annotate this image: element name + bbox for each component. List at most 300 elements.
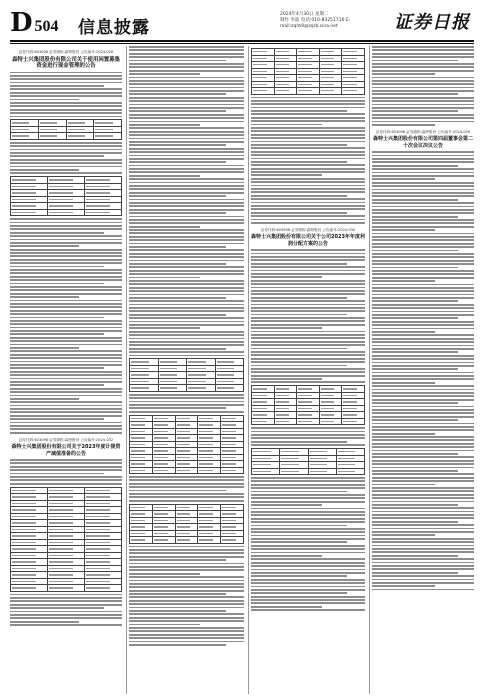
text-line <box>251 256 365 258</box>
text-line <box>251 253 365 255</box>
text-line <box>10 289 122 291</box>
text-line <box>10 116 122 118</box>
cell-text-placeholder <box>199 431 213 432</box>
text-line <box>10 245 79 247</box>
text-line <box>251 205 365 207</box>
text-line <box>251 589 365 591</box>
cell-text-placeholder <box>199 470 213 471</box>
cell-text-placeholder <box>199 539 213 540</box>
text-line <box>372 87 474 89</box>
text-line <box>372 263 474 265</box>
text-line <box>251 508 365 510</box>
text-line <box>251 535 365 537</box>
cell-text-placeholder <box>321 90 335 91</box>
text-line <box>372 300 458 302</box>
text-line <box>372 477 474 479</box>
text-line <box>372 419 458 421</box>
text-line <box>10 479 122 481</box>
cell-text-placeholder <box>154 444 168 445</box>
text-line <box>10 388 122 390</box>
cell-text-placeholder <box>276 58 290 59</box>
text-line <box>129 307 244 309</box>
text-line <box>129 260 244 262</box>
data-table <box>10 119 122 140</box>
cell-text-placeholder <box>86 205 110 206</box>
text-line <box>10 381 122 383</box>
text-line <box>372 202 474 204</box>
cell-text-placeholder <box>298 77 312 78</box>
text-line <box>251 365 347 367</box>
text-line <box>10 88 122 90</box>
column-2 <box>129 46 244 694</box>
text-line <box>129 93 226 95</box>
table-cell <box>130 537 153 544</box>
text-line <box>251 188 365 190</box>
text-line <box>10 418 104 420</box>
text-line <box>251 545 365 547</box>
data-table <box>10 176 122 216</box>
text-line <box>10 169 79 171</box>
cell-text-placeholder <box>321 71 335 72</box>
text-line <box>372 572 458 574</box>
cell-text-placeholder <box>131 437 145 438</box>
cell-text-placeholder <box>321 408 335 409</box>
text-line <box>372 189 474 191</box>
text-line <box>10 313 122 315</box>
text-line <box>372 358 474 360</box>
article-text <box>251 477 365 611</box>
text-line <box>129 256 244 258</box>
column-3 <box>251 46 365 694</box>
cell-text-placeholder <box>12 516 36 517</box>
text-line <box>372 528 474 530</box>
article-text <box>129 546 244 646</box>
cell-text-placeholder <box>177 513 191 514</box>
table-cell <box>152 467 175 474</box>
cell-text-placeholder <box>12 535 36 536</box>
text-line <box>372 368 458 370</box>
cell-text-placeholder <box>217 368 235 369</box>
text-line <box>372 243 474 245</box>
text-line <box>251 320 365 322</box>
text-line <box>129 144 226 146</box>
text-line <box>372 151 474 153</box>
text-line <box>372 175 474 177</box>
cell-text-placeholder <box>131 387 149 388</box>
text-line <box>372 324 474 326</box>
text-line <box>372 209 474 211</box>
text-line <box>10 350 122 352</box>
text-line <box>372 487 474 489</box>
data-table <box>10 487 122 592</box>
text-line <box>372 331 435 333</box>
text-line <box>129 263 226 265</box>
text-line <box>10 276 122 278</box>
announcement-stock-line: 证券代码:603098 证券简称:森特股份 公告编号:2024-029 <box>375 129 471 134</box>
text-line <box>129 321 244 323</box>
text-line <box>251 572 365 574</box>
cell-text-placeholder <box>338 451 356 452</box>
text-line <box>129 490 226 492</box>
text-line <box>372 365 474 367</box>
text-line <box>372 402 458 404</box>
text-line <box>10 95 122 97</box>
text-line <box>10 249 122 251</box>
text-line <box>10 422 122 424</box>
text-line <box>10 614 122 616</box>
text-line <box>129 304 244 306</box>
page-header <box>10 8 474 38</box>
cell-text-placeholder <box>276 395 290 396</box>
text-line <box>372 114 474 116</box>
text-line <box>10 293 122 295</box>
text-line <box>372 284 474 286</box>
text-line <box>251 361 365 363</box>
text-line <box>372 307 474 309</box>
text-line <box>251 494 365 496</box>
cell-text-placeholder <box>86 199 110 200</box>
article-text <box>10 72 122 118</box>
text-line <box>251 437 365 439</box>
cell-text-placeholder <box>154 513 168 514</box>
text-line <box>129 486 244 488</box>
text-line <box>251 304 365 306</box>
cell-text-placeholder <box>12 496 36 497</box>
text-line <box>251 130 365 132</box>
cell-text-placeholder <box>86 555 110 556</box>
text-line <box>251 596 365 598</box>
text-line <box>372 385 474 387</box>
text-line <box>372 585 435 587</box>
text-line <box>372 287 474 289</box>
cell-text-placeholder <box>276 408 290 409</box>
text-line <box>10 395 122 397</box>
text-line <box>251 375 365 377</box>
text-line <box>129 586 244 588</box>
cell-text-placeholder <box>281 464 299 465</box>
text-line <box>129 493 244 495</box>
text-line <box>372 199 458 201</box>
cell-text-placeholder <box>321 421 335 422</box>
table-cell <box>187 385 216 392</box>
table-cell <box>319 88 342 95</box>
cell-text-placeholder <box>86 535 110 536</box>
cell-text-placeholder <box>253 451 271 452</box>
text-line <box>372 511 474 513</box>
cell-text-placeholder <box>298 64 312 65</box>
cell-text-placeholder <box>154 507 168 508</box>
text-line <box>129 83 244 85</box>
text-line <box>372 575 474 577</box>
cell-text-placeholder <box>338 458 356 459</box>
cell-text-placeholder <box>298 51 312 52</box>
text-line <box>372 470 458 472</box>
text-line <box>251 337 365 339</box>
cell-text-placeholder <box>222 539 236 540</box>
text-line <box>251 514 365 516</box>
text-line <box>10 239 122 241</box>
text-line <box>251 147 365 149</box>
column-divider <box>126 46 127 694</box>
table-cell <box>198 537 221 544</box>
text-line <box>10 152 122 154</box>
text-line <box>372 267 458 269</box>
article-text <box>251 97 365 224</box>
header-rule-thin <box>10 43 474 44</box>
text-line <box>372 161 474 163</box>
text-line <box>129 104 244 106</box>
text-line <box>251 191 365 193</box>
cell-text-placeholder <box>177 457 191 458</box>
text-line <box>10 317 104 319</box>
text-line <box>372 110 458 112</box>
cell-text-placeholder <box>86 561 110 562</box>
cell-text-placeholder <box>12 555 36 556</box>
cell-text-placeholder <box>68 122 85 123</box>
text-line <box>372 80 474 82</box>
text-line <box>372 494 474 496</box>
text-line <box>372 392 474 394</box>
cell-text-placeholder <box>154 533 168 534</box>
cell-text-placeholder <box>222 463 236 464</box>
text-line <box>251 371 365 373</box>
cell-text-placeholder <box>199 463 213 464</box>
text-line <box>251 290 365 292</box>
table-cell <box>221 537 244 544</box>
cell-text-placeholder <box>40 135 57 136</box>
text-line <box>129 270 244 272</box>
text-line <box>251 491 347 493</box>
text-line <box>251 297 347 299</box>
text-line <box>251 501 365 503</box>
text-line <box>372 514 474 516</box>
cell-text-placeholder <box>154 450 168 451</box>
text-line <box>10 611 122 613</box>
table-cell <box>252 418 275 425</box>
text-line <box>372 504 458 506</box>
cell-text-placeholder <box>49 503 73 504</box>
text-line <box>10 428 122 430</box>
table-cell <box>280 468 308 475</box>
cell-text-placeholder <box>199 507 213 508</box>
text-line <box>372 362 474 364</box>
text-line <box>372 372 474 374</box>
text-line <box>129 266 244 268</box>
text-line <box>129 243 244 245</box>
text-line <box>251 487 365 489</box>
cell-text-placeholder <box>131 361 149 362</box>
page-letter: D <box>10 8 33 38</box>
text-line <box>10 296 79 298</box>
cell-text-placeholder <box>343 58 357 59</box>
table-cell <box>274 88 297 95</box>
text-line <box>372 497 474 499</box>
text-line <box>10 378 122 380</box>
cell-text-placeholder <box>49 522 73 523</box>
cell-text-placeholder <box>68 129 85 130</box>
text-line <box>372 433 435 435</box>
text-line <box>251 327 322 329</box>
cell-text-placeholder <box>12 186 36 187</box>
cell-text-placeholder <box>86 179 110 180</box>
text-line <box>251 354 365 356</box>
cell-text-placeholder <box>95 129 112 130</box>
text-line <box>372 297 474 299</box>
cell-text-placeholder <box>12 581 36 582</box>
text-line <box>10 462 122 464</box>
cell-text-placeholder <box>68 135 85 136</box>
cell-text-placeholder <box>199 526 213 527</box>
cell-text-placeholder <box>276 84 290 85</box>
table-row <box>130 537 244 544</box>
text-line <box>372 426 474 428</box>
text-line <box>129 641 244 643</box>
text-line <box>129 80 244 82</box>
text-line <box>372 348 474 350</box>
text-line <box>10 105 122 107</box>
text-line <box>129 107 244 109</box>
text-line <box>129 249 244 251</box>
cell-text-placeholder <box>12 522 36 523</box>
cell-text-placeholder <box>321 64 335 65</box>
text-line <box>372 446 474 448</box>
text-line <box>372 185 474 187</box>
text-line <box>10 78 122 80</box>
text-line <box>251 586 365 588</box>
text-line <box>129 627 244 629</box>
text-line <box>129 294 244 296</box>
table-cell <box>308 468 336 475</box>
text-line <box>372 250 458 252</box>
text-line <box>129 297 226 299</box>
article-text <box>10 218 122 433</box>
table-cell <box>252 468 280 475</box>
announcement-title <box>372 129 474 150</box>
cell-text-placeholder <box>86 574 110 575</box>
cell-text-placeholder <box>188 368 206 369</box>
text-line <box>129 603 244 605</box>
cell-text-placeholder <box>276 421 290 422</box>
text-line <box>251 548 365 550</box>
table-cell <box>274 418 297 425</box>
text-line <box>10 432 122 434</box>
text-line <box>10 398 79 400</box>
cell-text-placeholder <box>49 199 73 200</box>
text-line <box>129 246 226 248</box>
cell-text-placeholder <box>217 361 235 362</box>
cell-text-placeholder <box>217 374 235 375</box>
text-line <box>129 644 226 646</box>
text-line <box>10 621 79 623</box>
text-line <box>372 121 474 123</box>
text-line <box>251 178 365 180</box>
cell-text-placeholder <box>298 408 312 409</box>
cell-text-placeholder <box>343 84 357 85</box>
text-line <box>129 476 244 478</box>
text-line <box>129 124 200 126</box>
text-line <box>372 317 458 319</box>
text-line <box>251 154 365 156</box>
cell-text-placeholder <box>154 463 168 464</box>
table-cell <box>48 209 85 216</box>
text-line <box>10 340 122 342</box>
text-line <box>10 405 122 407</box>
cell-text-placeholder <box>12 548 36 549</box>
text-line <box>251 164 365 166</box>
text-line <box>372 311 474 313</box>
text-line <box>129 49 244 51</box>
table-cell <box>198 467 221 474</box>
text-line <box>10 384 104 386</box>
text-line <box>372 104 474 106</box>
text-line <box>10 155 104 157</box>
text-line <box>372 56 474 58</box>
text-line <box>129 559 226 561</box>
text-line <box>10 594 122 596</box>
text-line <box>372 480 474 482</box>
text-line <box>372 463 474 465</box>
text-line <box>129 404 244 406</box>
text-line <box>251 525 347 527</box>
table-cell <box>11 209 48 216</box>
cell-text-placeholder <box>49 529 73 530</box>
text-line <box>372 77 474 79</box>
text-line <box>372 541 474 543</box>
text-line <box>10 624 122 626</box>
text-line <box>251 575 347 577</box>
text-line <box>372 246 474 248</box>
cell-text-placeholder <box>222 424 236 425</box>
announcement-stock-line: 证券代码:603098 证券简称:森特股份 公告编号:2024-032 <box>18 437 114 442</box>
text-line <box>129 610 226 612</box>
text-line <box>10 347 79 349</box>
text-line <box>251 528 365 530</box>
article-text <box>129 476 244 502</box>
text-line <box>372 100 474 102</box>
text-line <box>251 124 322 126</box>
cell-text-placeholder <box>199 437 213 438</box>
text-line <box>10 269 122 271</box>
cell-text-placeholder <box>131 539 145 540</box>
text-line <box>129 70 244 72</box>
text-line <box>372 107 474 109</box>
cell-text-placeholder <box>49 205 73 206</box>
table-cell <box>342 418 365 425</box>
text-line <box>372 192 474 194</box>
table-cell <box>319 418 342 425</box>
text-line <box>372 548 474 550</box>
cell-text-placeholder <box>298 414 312 415</box>
text-line <box>251 344 365 346</box>
text-line <box>10 597 122 599</box>
cell-text-placeholder <box>343 401 357 402</box>
text-line <box>251 368 365 370</box>
text-line <box>129 127 244 129</box>
text-line <box>10 354 122 356</box>
text-line <box>10 337 122 339</box>
text-line <box>251 552 365 554</box>
text-line <box>129 192 244 194</box>
header-meta <box>280 12 392 30</box>
text-line <box>251 161 347 163</box>
text-line <box>129 327 200 329</box>
cell-text-placeholder <box>310 464 328 465</box>
text-line <box>251 134 365 136</box>
text-line <box>129 165 244 167</box>
data-table <box>251 385 365 425</box>
cell-text-placeholder <box>154 457 168 458</box>
data-table <box>129 358 244 392</box>
